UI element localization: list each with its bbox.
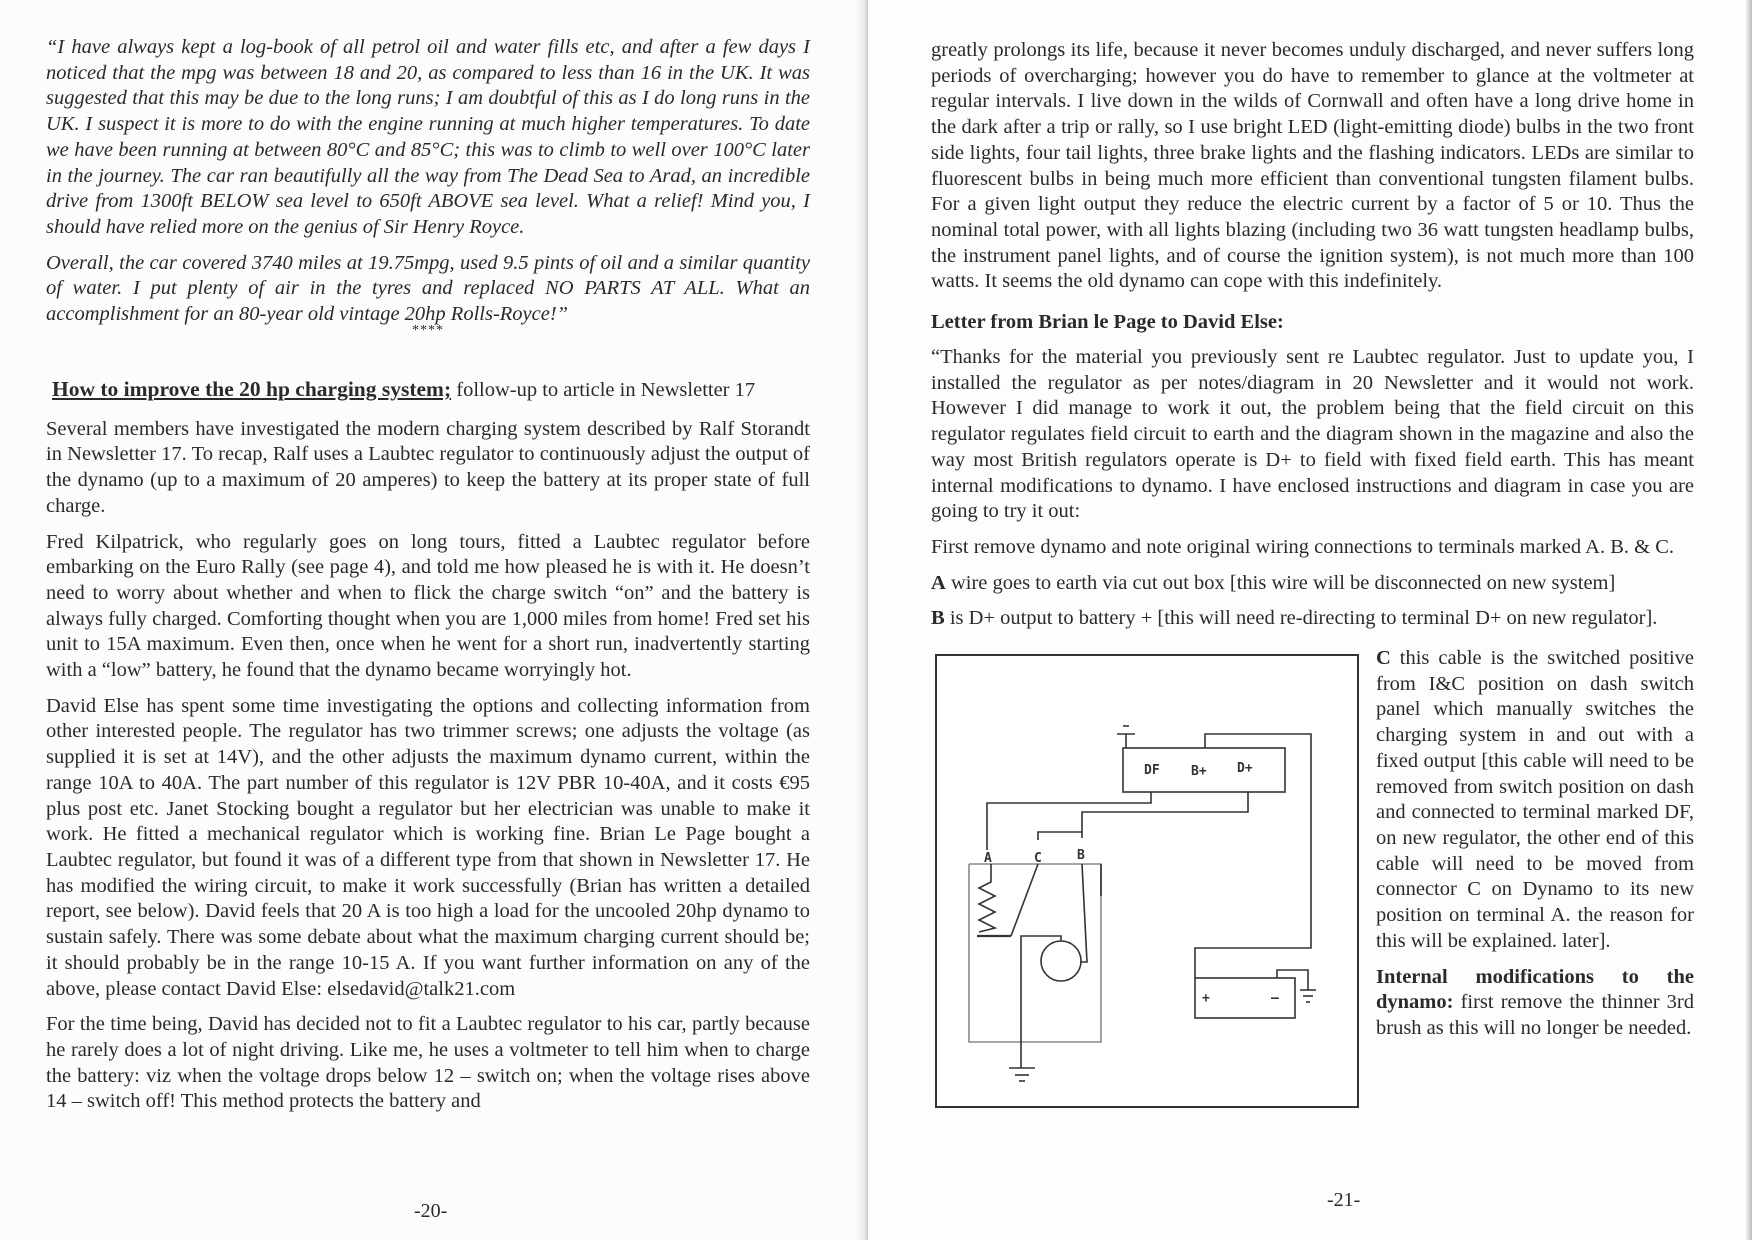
quote-paragraph-2: Overall, the car covered 3740 miles at 19.75mpg, used 9.5 pints of oil and a similar quantity of water. I put plenty of air in the tyres and replaced NO PARTS AT ALL. What an accomplishment for an 80-year old vintage 20hp Rolls-Royce!”: [46, 251, 810, 326]
battery-box: [1195, 978, 1295, 1018]
battery-minus-label: –: [1271, 991, 1279, 1007]
quote-paragraph-1: “I have always kept a log-book of all petrol oil and water fills etc, and after a few days I noticed that the mpg was between 18 and 20, as compared to less than 16 in the UK. It was suggested that this may be due to the long runs; I am doubtful of this as I do long runs in the UK. I suspect it is more to do with the engine running at much higher temperatures. To date we have been running at between 80°C and 85°C; this was to climb to well over 100°C later in the journey. The car ran beautifully all the way from The Dead Sea to Arad, an incredible drive from 1300ft BELOW sea level to 650ft ABOVE sea level. What a relief! Mind you, I should have relied more on the genius of Sir Henry Royce.: [46, 36, 810, 238]
figure-row: [931, 646, 1694, 1136]
internal-mods-paragraph: [1376, 965, 1694, 1042]
item-c-paragraph: [1376, 646, 1694, 954]
article-heading-line: [46, 376, 810, 403]
terminal-bplus-label: B+: [1191, 764, 1207, 780]
dynamo-terminal-b-label: B: [1077, 848, 1085, 864]
dynamo-terminal-c-label: C: [1034, 851, 1042, 867]
first-remove-paragraph: First remove dynamo and note original wiring connections to terminals marked A. B. & C.: [931, 535, 1674, 558]
internal-mods-text: first remove the thinner 3rd brush as this will no longer be needed.: [1376, 991, 1694, 1039]
article-subtitle: follow-up to article in Newsletter 17: [451, 378, 756, 401]
terminal-df-label: DF: [1144, 763, 1160, 779]
letter-paragraph: “Thanks for the material you previously sent re Laubtec regulator. Just to update you, I installed the regulator as per notes/diagram in 20 Newsletter and it would not work. However I did manage to work it out, the problem being that the field circuit on this regulator regulates field circuit to earth and the diagram shown in the magazine and also the way most British regulators operate is D+ to field with fixed field earth. This has meant internal modifications to dynamo. I have enclosed instructions and diagram in case you are going to try it out:: [931, 346, 1694, 523]
wiring-diagram: [935, 654, 1359, 1108]
page-number-left: -20-: [414, 1200, 448, 1222]
left-column: [46, 35, 810, 1125]
page-edge: [1746, 0, 1752, 1240]
letter-heading: Letter from Brian le Page to David Else:: [931, 311, 1284, 334]
page-20: [0, 0, 868, 1240]
item-b-paragraph: [931, 606, 1694, 632]
paragraph-fred: Fred Kilpatrick, who regularly goes on long tours, fitted a Laubtec regulator before embarking on the Euro Rally (see page 4), and told me how pleased he is with it. He doesn’t need to worry about whether and when to flick the charge switch “on” and the battery is always fully charged. Comforting thought when you are 1,000 miles from home! Fred set his unit to 15A maximum. Even then, once when he went for a short run, inadvertently starting with a “low” battery, he found that the dynamo became worryingly hot.: [46, 530, 810, 682]
item-a-paragraph: [931, 571, 1694, 597]
page-number-right: -21-: [1327, 1189, 1361, 1211]
dynamo-terminal-a-label: A: [984, 851, 992, 867]
internal-mods-key: Internal modifications to the dynamo:: [1376, 965, 1694, 1014]
item-a-text: wire goes to earth via cut out box [this wire will be disconnected on new system]: [945, 571, 1616, 594]
item-c-text: this cable is the switched positive from I&C position on dash switch panel which manually switches the charging system in and out with a fixed output [this cable will need to be removed from switch position on dash and connected to terminal marked DF, on new regulator, the other end of this cable will need to be moved from connector C on Dynamo to its new position on terminal A. the reason for this will be explained. later].: [1376, 647, 1694, 952]
right-column: [931, 38, 1694, 1136]
item-b-key: B: [931, 607, 945, 630]
diagram-side-text: [1376, 646, 1694, 1052]
battery-plus-label: +: [1202, 991, 1210, 1007]
item-c-key: C: [1376, 647, 1391, 670]
paragraph-voltmeter: For the time being, David has decided not to fit a Laubtec regulator to his car, partly because he rarely does a lot of night driving. Like me, he uses a voltmeter to tell him when to charge the battery: viz when the voltage drops below 12 – switch on; when the voltage rises above 14 – switch off! This method protects the battery and: [46, 1013, 810, 1113]
item-b-text: is D+ output to battery + [this will need re-directing to terminal D+ on new regulator].: [944, 607, 1658, 630]
paragraph-recap: Several members have investigated the modern charging system described by Ralf Storandt in Newsletter 17. To recap, Ralf uses a Laubtec regulator to continuously adjust the output of the dynamo (up to a maximum of 20 amperes) to keep the battery at its proper state of full charge.: [46, 417, 810, 517]
item-a-key: A: [931, 571, 946, 594]
paragraph-david-else: David Else has spent some time investigating the options and collecting information from other interested people. The regulator has two trimmer screws; one adjusts the voltage (as supplied it is set at 14V), and the other adjusts the maximum dynamo current, within the range 10A to 40A. The part number of this regulator is 12V PBR 10-40A, and it costs €95 plus post etc. Janet Stocking bought a regulator but her electrician was unable to make it work. He fitted a mechanical regulator which is working fine. Brian Le Page bought a Laubtec regulator, but found it was of a different type from that shown in Newsletter 17. He has modified the wiring circuit, to make it work successfully (Brian has written a detailed report, see below). David feels that 20 A is too high a load for the uncooled 20hp dynamo to sustain safely. There was some debate about what the maximum charging current should be; it should probably be in the range 10-15 A. If you want further information on any of the above, please contact David Else: elsedavid@talk21.com: [46, 694, 810, 1000]
paragraph-led-lights: greatly prolongs its life, because it never becomes unduly discharged, and never suffers long periods of overcharging; however you do have to remember to glance at the voltmeter at regular intervals. I live down in the wilds of Cornwall and often have a long drive home in the dark after a trip or rally, so I use bright LED (light-emitting diode) bulbs in the two front side lights, four tail lights, three brake lights and the flashing indicators. LEDs are similar to fluorescent bulbs in being much more efficient than conventional tungsten filament bulbs. For a given light output they reduce the electric current by a factor of 5 or 10. Thus the nominal total power, with all lights blazing (including two 36 watt tungsten headlamp bulbs, the instrument panel lights, and of course the ignition system), is not much more than 100 watts. It seems the old dynamo can cope with this indefinitely.: [931, 39, 1694, 293]
article-heading: How to improve the 20 hp charging system;: [52, 376, 452, 401]
terminal-dplus-label: D+: [1237, 761, 1253, 777]
section-separator: ****: [412, 322, 444, 338]
wiring-diagram-svg: [937, 656, 1357, 1106]
